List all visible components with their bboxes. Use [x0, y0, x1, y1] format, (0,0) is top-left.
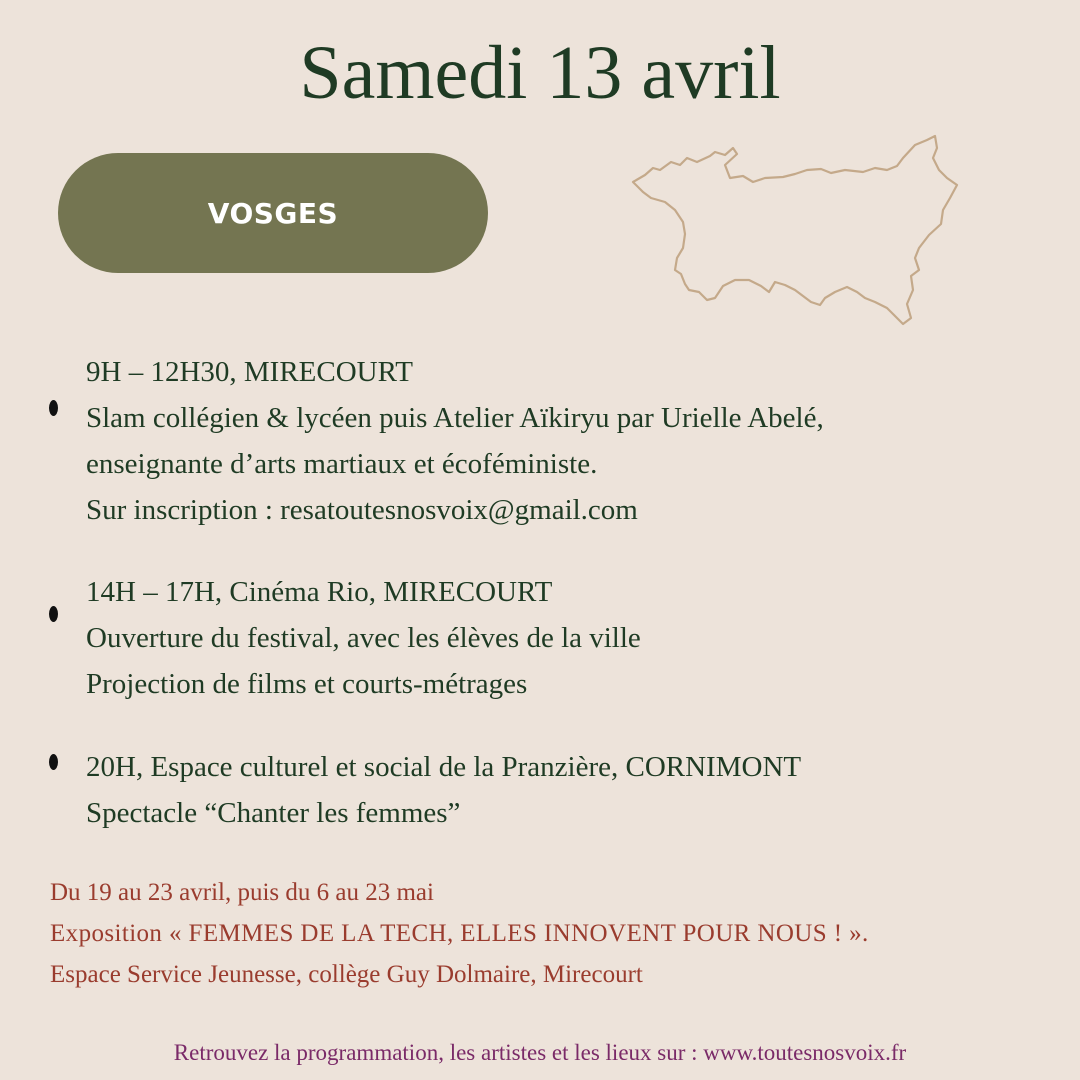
- event-1-time-place: 9H – 12H30, MIRECOURT: [86, 356, 413, 388]
- event-3-time-place: 20H, Espace culturel et social de la Pranzière, CORNIMONT: [86, 751, 802, 783]
- event-bullet: [49, 606, 58, 622]
- vosges-map-icon: [625, 130, 965, 330]
- page-title: Samedi 13 avril: [299, 31, 781, 115]
- exhibition-dates: Du 19 au 23 avril, puis du 6 au 23 mai: [50, 879, 434, 906]
- event-bullet: [49, 754, 58, 770]
- event-1-registration: Sur inscription : resatoutesnosvoix@gmail.com: [86, 494, 638, 526]
- region-badge-label: VOSGES: [207, 196, 339, 230]
- event-bullet: [49, 400, 58, 416]
- event-1-description: enseignante d’arts martiaux et écoféministe.: [86, 448, 598, 480]
- event-2-description: Projection de films et courts-métrages: [86, 668, 528, 700]
- event-3-description: Spectacle “Chanter les femmes”: [86, 797, 461, 829]
- region-badge: [58, 153, 488, 273]
- event-2-description: Ouverture du festival, avec les élèves de la ville: [86, 622, 641, 654]
- event-1-description: Slam collégien & lycéen puis Atelier Aïkiryu par Urielle Abelé,: [86, 402, 824, 434]
- event-2-time-place: 14H – 17H, Cinéma Rio, MIRECOURT: [86, 576, 553, 608]
- exhibition-title: Exposition « FEMMES DE LA TECH, ELLES INNOVENT POUR NOUS ! ».: [50, 920, 869, 947]
- footer-website: Retrouvez la programmation, les artistes et les lieux sur : www.toutesnosvoix.fr: [173, 1040, 907, 1065]
- exhibition-venue: Espace Service Jeunesse, collège Guy Dolmaire, Mirecourt: [50, 961, 643, 988]
